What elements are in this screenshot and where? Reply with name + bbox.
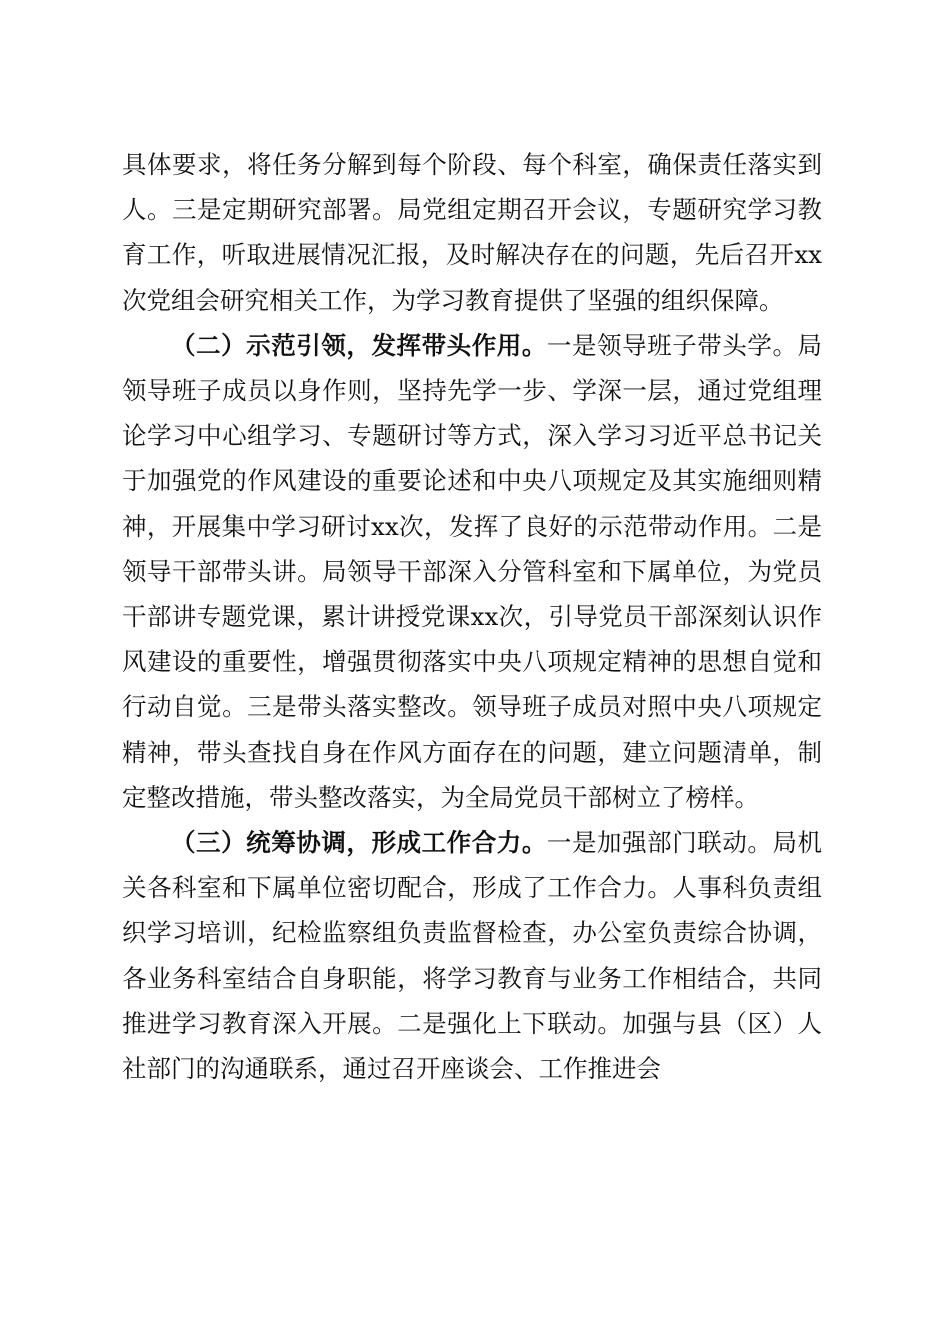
paragraph-text: 一是加强部门联动。局机关各科室和下属单位密切配合，形成了工作合力。人事科负责组织学习培训，纪检监察组负责监督检查，办公室负责综合协调，各业务科室结合自身职能，将学习教育与业务工作相结合，共同推进学习教育深入开展。二是强化上下联动。加强与县（区）人社部门的沟通联系，通过召开座谈会、工作推进会 [122,828,823,1084]
paragraph-section-2 [122,323,822,820]
section-heading: （二）示范引领，发挥带头作用。 [171,330,547,360]
paragraph-text: 一是领导班子带头学。局领导班子成员以身作则，坚持先学一步、学深一层，通过党组理论学习中心组学习、专题研讨等方式，深入学习习近平总书记关于加强党的作风建设的重要论述和中央八项规定及其实施细则精神，开展集中学习研讨xx次，发挥了良好的示范带动作用。二是领导干部带头讲。局领导干部深入分管科室和下属单位，为党员干部讲专题党课，累计讲授党课xx次，引导党员干部深刻认识作风建设的重要性，增强贯彻落实中央八项规定精神的思想自觉和行动自觉。三是带头落实整改。领导班子成员对照中央八项规定精神，带头查找自身在作风方面存在的问题，建立问题清单，制定整改措施，带头整改落实，为全局党员干部树立了榜样。 [122,330,823,812]
paragraph-section-3 [122,820,822,1091]
paragraph-continuation [122,142,822,323]
section-heading: （三）统筹协调，形成工作合力。 [171,828,547,858]
document-body [122,142,822,1091]
paragraph-text: 具体要求，将任务分解到每个阶段、每个科室，确保责任落实到人。三是定期研究部署。局党组定期召开会议，专题研究学习教育工作，听取进展情况汇报，及时解决存在的问题，先后召开xx次党组会研究相关工作，为学习教育提供了坚强的组织保障。 [122,150,822,315]
